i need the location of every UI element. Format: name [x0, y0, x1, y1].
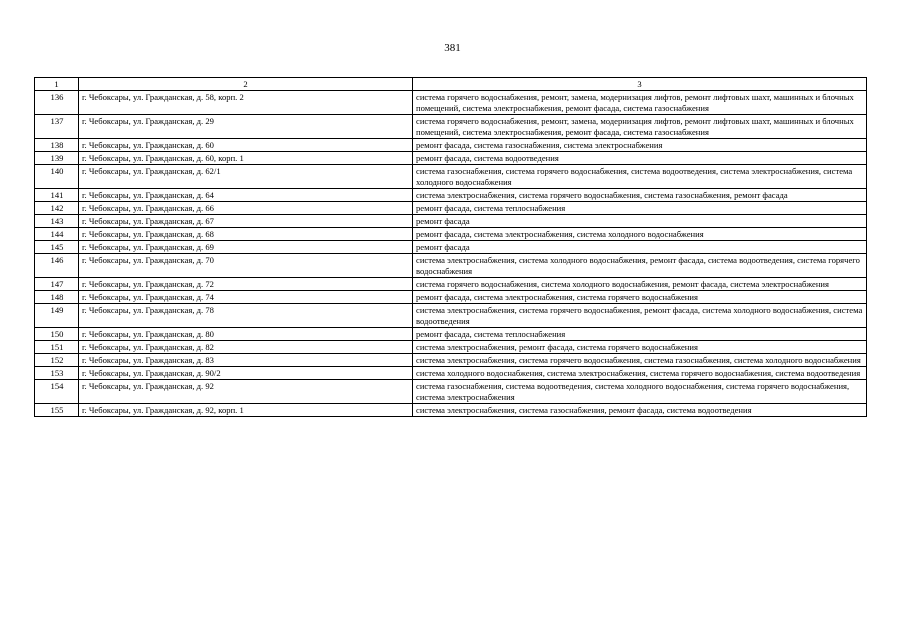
header-column-2: 2	[79, 78, 413, 91]
address-cell: г. Чебоксары, ул. Гражданская, д. 62/1	[79, 165, 413, 189]
works-cell: система газоснабжения, система водоотведения, система холодного водоснабжения, система горячего водоснабжения, система электроснабжения	[413, 380, 867, 404]
works-cell: система электроснабжения, система газоснабжения, ремонт фасада, система водоотведения	[413, 404, 867, 417]
row-number-cell: 154	[35, 380, 79, 404]
address-cell: г. Чебоксары, ул. Гражданская, д. 58, корп. 2	[79, 91, 413, 115]
works-cell: система газоснабжения, система горячего водоснабжения, система водоотведения, система электроснабжения, система холодного водоснабжения	[413, 165, 867, 189]
row-number-cell: 137	[35, 115, 79, 139]
works-cell: ремонт фасада, система газоснабжения, система электроснабжения	[413, 139, 867, 152]
table-row	[35, 278, 867, 291]
table-row	[35, 380, 867, 404]
address-cell: г. Чебоксары, ул. Гражданская, д. 92	[79, 380, 413, 404]
row-number-cell: 140	[35, 165, 79, 189]
row-number-cell: 143	[35, 215, 79, 228]
table-row	[35, 202, 867, 215]
address-cell: г. Чебоксары, ул. Гражданская, д. 66	[79, 202, 413, 215]
header-column-3: 3	[413, 78, 867, 91]
row-number-cell: 151	[35, 341, 79, 354]
address-cell: г. Чебоксары, ул. Гражданская, д. 92, корп. 1	[79, 404, 413, 417]
address-cell: г. Чебоксары, ул. Гражданская, д. 78	[79, 304, 413, 328]
table-row	[35, 254, 867, 278]
address-works-table	[34, 77, 867, 417]
table-row	[35, 328, 867, 341]
row-number-cell: 145	[35, 241, 79, 254]
row-number-cell: 155	[35, 404, 79, 417]
row-number-cell: 152	[35, 354, 79, 367]
table-row	[35, 215, 867, 228]
address-cell: г. Чебоксары, ул. Гражданская, д. 80	[79, 328, 413, 341]
address-cell: г. Чебоксары, ул. Гражданская, д. 70	[79, 254, 413, 278]
row-number-cell: 141	[35, 189, 79, 202]
table-row	[35, 91, 867, 115]
table-row	[35, 165, 867, 189]
table-row	[35, 367, 867, 380]
row-number-cell: 148	[35, 291, 79, 304]
address-cell: г. Чебоксары, ул. Гражданская, д. 90/2	[79, 367, 413, 380]
table-row	[35, 241, 867, 254]
table-row	[35, 115, 867, 139]
row-number-cell: 139	[35, 152, 79, 165]
row-number-cell: 144	[35, 228, 79, 241]
table-row	[35, 189, 867, 202]
address-cell: г. Чебоксары, ул. Гражданская, д. 60, корп. 1	[79, 152, 413, 165]
works-cell: система электроснабжения, система горячего водоснабжения, система газоснабжения, система холодного водоснабжения	[413, 354, 867, 367]
row-number-cell: 153	[35, 367, 79, 380]
address-cell: г. Чебоксары, ул. Гражданская, д. 83	[79, 354, 413, 367]
address-cell: г. Чебоксары, ул. Гражданская, д. 82	[79, 341, 413, 354]
works-cell: система электроснабжения, система горячего водоснабжения, система газоснабжения, ремонт фасада	[413, 189, 867, 202]
address-cell: г. Чебоксары, ул. Гражданская, д. 74	[79, 291, 413, 304]
table-row	[35, 228, 867, 241]
row-number-cell: 147	[35, 278, 79, 291]
row-number-cell: 150	[35, 328, 79, 341]
works-cell: ремонт фасада, система электроснабжения, система горячего водоснабжения	[413, 291, 867, 304]
table-header-row	[35, 78, 867, 91]
table-body	[35, 91, 867, 417]
works-cell: ремонт фасада, система водоотведения	[413, 152, 867, 165]
row-number-cell: 136	[35, 91, 79, 115]
table-row	[35, 341, 867, 354]
address-cell: г. Чебоксары, ул. Гражданская, д. 64	[79, 189, 413, 202]
table-row	[35, 152, 867, 165]
row-number-cell: 149	[35, 304, 79, 328]
works-cell: система электроснабжения, ремонт фасада, система горячего водоснабжения	[413, 341, 867, 354]
address-cell: г. Чебоксары, ул. Гражданская, д. 72	[79, 278, 413, 291]
header-column-1: 1	[35, 78, 79, 91]
page-number: 381	[444, 42, 461, 54]
row-number-cell: 142	[35, 202, 79, 215]
table-row	[35, 354, 867, 367]
works-cell: ремонт фасада, система теплоснабжения	[413, 202, 867, 215]
address-cell: г. Чебоксары, ул. Гражданская, д. 67	[79, 215, 413, 228]
works-cell: система электроснабжения, система холодного водоснабжения, ремонт фасада, система водоотведения, система горячего водоснабжения	[413, 254, 867, 278]
works-cell: система холодного водоснабжения, система электроснабжения, система горячего водоснабжения, система водоотведения	[413, 367, 867, 380]
works-cell: ремонт фасада	[413, 241, 867, 254]
works-cell: система электроснабжения, система горячего водоснабжения, ремонт фасада, система холодного водоснабжения, система водоотведения	[413, 304, 867, 328]
table-row	[35, 304, 867, 328]
works-cell: ремонт фасада	[413, 215, 867, 228]
works-cell: система горячего водоснабжения, система холодного водоснабжения, ремонт фасада, система электроснабжения	[413, 278, 867, 291]
works-cell: ремонт фасада, система теплоснабжения	[413, 328, 867, 341]
address-cell: г. Чебоксары, ул. Гражданская, д. 60	[79, 139, 413, 152]
works-cell: ремонт фасада, система электроснабжения, система холодного водоснабжения	[413, 228, 867, 241]
works-cell: система горячего водоснабжения, ремонт, замена, модернизация лифтов, ремонт лифтовых шахт, машинных и блочных помещений, система электроснабжения, ремонт фасада, система газоснабжения	[413, 115, 867, 139]
table-row	[35, 291, 867, 304]
row-number-cell: 138	[35, 139, 79, 152]
address-cell: г. Чебоксары, ул. Гражданская, д. 69	[79, 241, 413, 254]
row-number-cell: 146	[35, 254, 79, 278]
address-cell: г. Чебоксары, ул. Гражданская, д. 29	[79, 115, 413, 139]
works-cell: система горячего водоснабжения, ремонт, замена, модернизация лифтов, ремонт лифтовых шахт, машинных и блочных помещений, система электроснабжения, ремонт фасада, система газоснабжения	[413, 91, 867, 115]
table-row	[35, 404, 867, 417]
address-cell: г. Чебоксары, ул. Гражданская, д. 68	[79, 228, 413, 241]
table-row	[35, 139, 867, 152]
